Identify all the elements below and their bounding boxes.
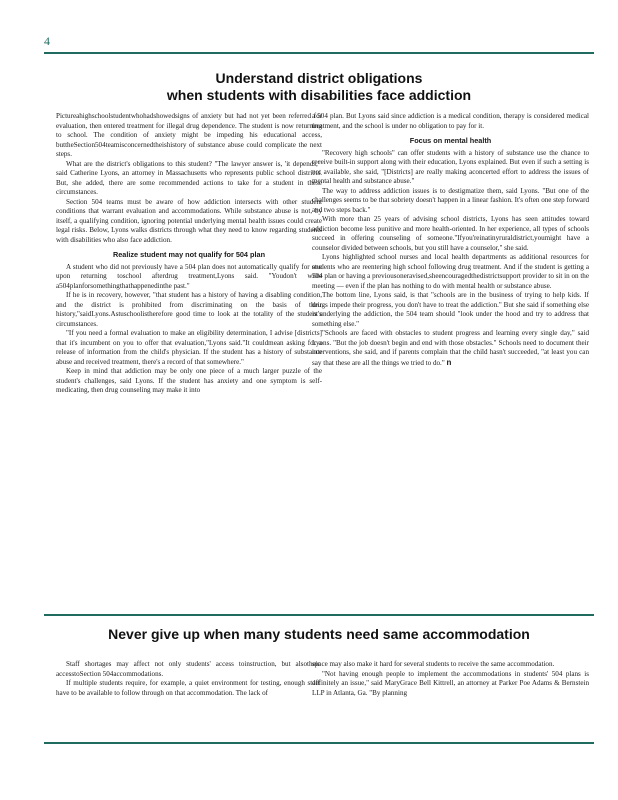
body-paragraph: Keep in mind that addiction may be only one piece of a much larger puzzle of the student's challenges, said Lyons. If the student has anxiety and one symptom is self-medicating, then drug counseling may make it into: [56, 367, 322, 394]
article1-headline-line2: when students with disabilities face addiction: [166, 87, 472, 103]
last-paragraph-text: "Schools are faced with obstacles to student progress and learning every single day," said Lyons. "But the job doesn't begin and end with those obstacles." Schools need to document their interventions, she said, and if parents complain that the child hasn't succeeded, "at least you can say that these are all the things we tried to do.": [312, 329, 589, 367]
article2-headline: Never give up when many students need same accommodation: [108, 626, 530, 642]
subhead-mental-health: Focus on mental health: [409, 136, 492, 145]
body-paragraph: The bottom line, Lyons said, is that "schools are in the business of trying to help kids. If drugs impede their progress, you don't have to treat the addiction." But she said if something else is underlying the addiction, the 504 team should "look under the hood and try to address that something else.": [312, 291, 589, 328]
end-mark: n: [446, 357, 452, 367]
body-paragraph: Section 504 teams must be aware of how addiction intersects with other student conditions that warrant evaluation and accommodations. While substance abuse is not, by itself, a qualifying condition, ignoring potential underlying mental health issues could create legal risks. Below, Lyons walks districts through what they need to know regarding students with disabilities who also face addiction.: [56, 197, 322, 244]
top-rule: [44, 52, 594, 54]
article1-column-left: [56, 112, 322, 396]
body-paragraph: If multiple students require, for example, a quiet environment for testing, enough staff have to be available to follow through on that accommodation. The lack of: [56, 679, 320, 697]
body-paragraph: With more than 25 years of advising school districts, Lyons has seen attitudes toward addiction become less punitive and more health-oriented. In her experience, all types of schools succeed in offering counseling of someone."Ifyou'reinatinyruraldistrict,youmight have a counselor divided between schools, but you still have a counselor," she said.: [312, 215, 589, 252]
article-divider-rule: [44, 614, 594, 616]
body-paragraph: space may also make it hard for several students to receive the same accommodation.: [312, 660, 555, 668]
body-paragraph: a 504 plan. But Lyons said since addiction is a medical condition, therapy is considered medical treatment, and the school is under no obligation to pay for it.: [312, 112, 589, 130]
body-paragraph: Pictureahighschoolstudentwhohadshowedsigns of anxiety but had not yet been referred for evaluation, then entered treatment for illegal drug dependence. The student is now returning to school. The condition of anxiety might be impeding his educational access, buttheSection504teamisconcernedtheishistory of substance abuse could complicate the next steps.: [56, 112, 322, 158]
body-paragraph: The way to address addiction issues is to destigmatize them, said Lyons. "But one of the challenges seems to be that sobriety doesn't happen in a linear fashion. It's often one step forward and two steps back.": [312, 186, 589, 214]
article2-column-left: [56, 660, 320, 698]
body-paragraph: Staff shortages may affect not only students' access toinstruction, but alsotheir accesstoSection 504accommodations.: [56, 660, 320, 678]
body-paragraph: If he is in recovery, however, "that student has a history of having a disabling condition, and the district is prohibited from discriminating on the basis of their history,"saidLyons.Astuschoolistherefore good time to look at the totality of the student's circumstances.: [56, 291, 322, 328]
body-paragraph: "Not having enough people to implement the accommodations in students' 504 plans is definitely an issue," said MaryGrace Bell Kittrell, an attorney at Parker Poe Adams & Bernstein LLP in Atlanta, Ga. "By planning: [312, 669, 589, 697]
body-paragraph: What are the district's obligations to this student? "The lawyer answer is, 'it depends,'" said Catherine Lyons, an attorney in Massachusetts who represents public school districts. But, she added, there are some recommended actions to take for a student in these circumstances.: [56, 159, 322, 196]
article1-headline: [44, 70, 594, 104]
bottom-rule: [44, 742, 594, 744]
article2-column-right: [312, 660, 589, 698]
article1-headline-line1: Understand district obligations: [215, 70, 423, 86]
body-paragraph: [312, 329, 589, 368]
body-paragraph: "Recovery high schools" can offer students with a history of substance use the chance to receive built-in support along with their education, Lyons explained. But even if such a setting is not available, she said, "[Districts] are really making aconcerted effort to address the issues of mental health and substance abuse.": [312, 148, 589, 185]
body-paragraph: "If you need a formal evaluation to make an eligibility determination, I advise [districts] that it's incumbent on you to offer that evaluation,"Lyons said."It couldmean asking for a release of information from the child's physician. If the student has a history of substance abuse and received treatment, there's a record of that somewhere.": [56, 329, 322, 366]
article1-column-right: [312, 112, 589, 368]
body-paragraph: A student who did not previously have a 504 plan does not automatically qualify for one upon returning toschool afterdrug treatment,Lyons said. "Youdon't write a504planforsomethingthathappenedinthe past.": [56, 262, 322, 290]
page-number: 4: [44, 34, 50, 48]
subhead-504-plan: Realize student may not qualify for 504 plan: [112, 250, 266, 259]
body-paragraph: Lyons highlighted school nurses and local health departments as additional resources for students who are reentering high school following drug treatment. And if the student is getting a 504 plan or having a previousoneravised,sheencouragedthedistrictsupport provider to sit in on the meeting — even if the plan has nothing to do with mental health or substance abuse.: [312, 253, 589, 290]
